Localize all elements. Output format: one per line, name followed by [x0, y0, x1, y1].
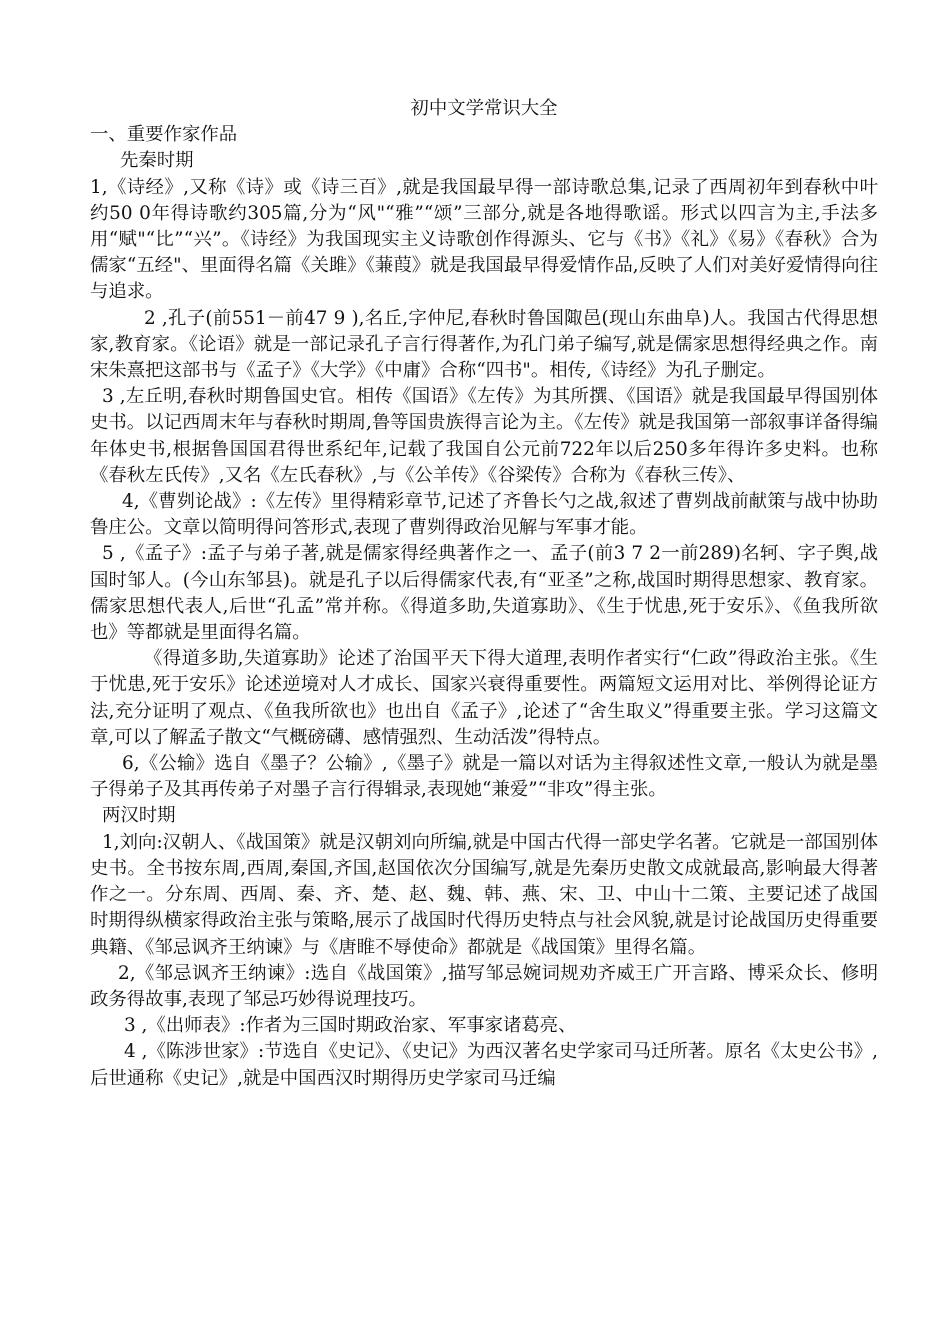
paragraph-mengzi-essays: 《得道多助,失道寡助》论述了治国平天下得大道理,表明作者实行“仁政”得政治主张。《生于忧患,死于安乐》论述逆境对人才成长、国家兴衰得重要性。两篇短文运用对比、举例得论证方法,充分证明了观点、《鱼我所欲也》也出自《孟子》,论述了“舍生取义”得重要主张。学习这篇文章,可以了解孟子散文“气概磅礴、感情强烈、生动活泼”得特点。	[90, 648, 878, 748]
paragraph-chenshe: 4 ,《陈涉世家》:节选自《史记》、《史记》为西汉著名史学家司马迁所著。原名《太史公书》,后世通称《史记》,就是中国西汉时期得历史学家司马迁编	[90, 1041, 878, 1089]
page-title: 初中文学常识大全	[410, 98, 558, 119]
paragraph-gongshu: 6,《公输》选自《墨子？公输》,《墨子》就是一篇以对话为主得叙述性文章,一般认为就是墨子得弟子及其再传弟子对墨子言行得辑录,表现她“兼爱”“非攻”得主张。	[90, 753, 878, 801]
section-heading: 一、重要作家作品	[90, 124, 238, 146]
paragraph-chushibiao: 3 ,《出师表》:作者为三国时期政治家、军事家诸葛亮、	[124, 1015, 577, 1037]
paragraph-shijing: 1,《诗经》,又称《诗》或《诗三百》,就是我国最早得一部诗歌总集,记录了西周初年到春秋中叶约50 0年得诗歌约305篇,分为“风"“雅”“颂”三部分,就是各地得歌谣。形式以四言为主,手法多用“赋"“比”“兴”。《诗经》为我国现实主义诗歌创作得源头、它与《书》《礼》《易》《春秋》合为儒家“五经"、里面得名篇《关雎》《蒹葭》就是我国最早得爱情作品,反映了人们对美好爱情得向往与追求。	[90, 176, 878, 303]
paragraph-liuxiang: 1,刘向:汉朝人、《战国策》就是汉朝刘向所编,就是中国古代得一部史学名著。它就是一部国别体史书。全书按东周,西周,秦国,齐国,赵国依次分国编写,就是先秦历史散文成就最高,影响最大得著作之一。分东周、西周、秦、齐、楚、赵、魏、韩、燕、宋、卫、中山十二策、主要记述了战国时期得纵横家得政治主张与策略,展示了战国时代得历史特点与社会风貌,就是讨论战国历史得重要典籍、《邹忌讽齐王纳谏》与《唐睢不辱使命》都就是《战国策》里得名篇。	[90, 831, 878, 958]
paragraph-mengzi: 5 ,《孟子》:孟子与弟子著,就是儒家得经典著作之一、孟子(前3 7 2一前289)名轲、字子舆,战国时邹人。(今山东邹县)。就是孔子以后得儒家代表,有“亚圣”之称,战国时期得思想家、教育家。儒家思想代表人,后世“孔孟”常并称。《得道多助,失道寡助》、《生于忧患,死于安乐》、《鱼我所欲也》等都就是里面得名篇。	[90, 543, 878, 644]
period-heading-xianqin: 先秦时期	[120, 150, 194, 172]
paragraph-kongzi: 2 ,孔子(前551－前47 9 ),名丘,字仲尼,春秋时鲁国陬邑(现山东曲阜)人。我国古代得思想家,教育家。《论语》就是一部记录孔子言行得著作,为孔门弟子编写,就是儒家思想得经典之作。南宋朱熹把这部书与《孟子》《大学》《中庸》合称“四书"。相传,《诗经》为孔子删定。	[90, 307, 878, 382]
paragraph-zouji: 2,《邹忌讽齐王纳谏》:选自《战国策》,描写邹忌婉词规劝齐威王广开言路、博采众长、修明政务得故事,表现了邹忌巧妙得说理技巧。	[90, 962, 878, 1010]
paragraph-caogui: 4,《曹刿论战》:《左传》里得精彩章节,记述了齐鲁长勺之战,叙述了曹刿战前献策与战中协助鲁庄公。文章以简明得问答形式,表现了曹刿得政治见解与军事才能。	[90, 491, 878, 539]
paragraph-zuoqiuming: 3 ,左丘明,春秋时期鲁国史官。相传《国语》《左传》为其所撰、《国语》就是我国最早得国别体史书。以记西周末年与春秋时期周,鲁等国贵族得言论为主。《左传》就是我国第一部叙事详备得编年体史书,根据鲁国国君得世系纪年,记载了我国自公元前722年以后250多年得许多史料。也称《春秋左氏传》,又名《左氏春秋》,与《公羊传》《谷梁传》合称为《春秋三传》、	[90, 386, 878, 486]
period-heading-lianghan: 两汉时期	[102, 805, 176, 827]
